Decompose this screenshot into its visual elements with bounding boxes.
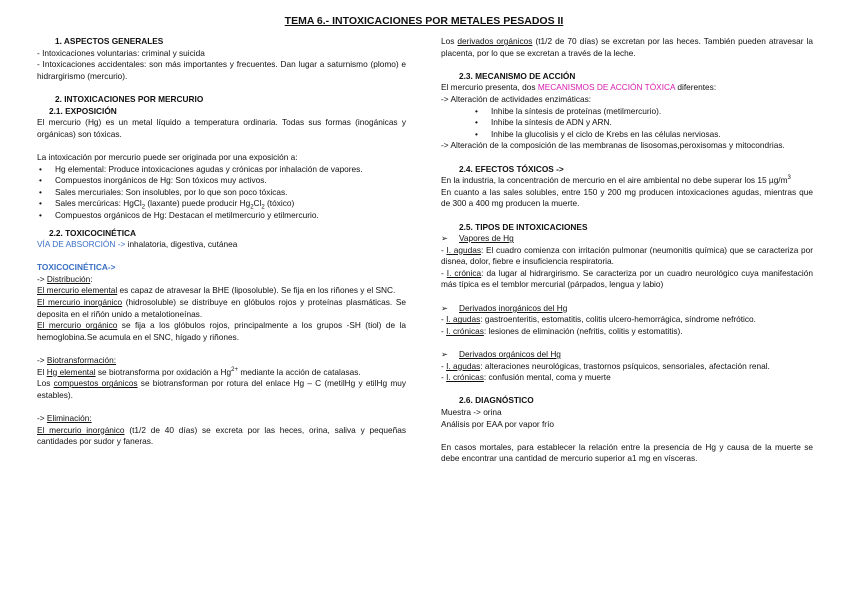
right-column: [441, 36, 813, 465]
paragraph-text: : confusión mental, coma y muerte: [483, 372, 611, 383]
subsection-heading-efectos: 2.4. EFECTOS TÓXICOS ->: [459, 163, 564, 174]
distribucion-label: Distribución: [46, 273, 91, 284]
underlined-term: El mercurio orgánico: [37, 320, 118, 331]
paragraph-text: (hidrosoluble) se distribuye en glóbulos rojos y proteínas plasmáticas. Se deposita en el riñón unido a metalotioneínas.: [37, 297, 406, 319]
text-paragraph: [441, 36, 813, 59]
paragraph-text: : El cuadro comienza con irritación pulmonar (neumonitis química) que se caracteriza por disnea, dolor, fiebre e insuficiencia respiratoria.: [441, 244, 813, 267]
subsection-heading-exposicion: 2.1. EXPOSICIÓN: [49, 105, 117, 116]
left-column: [37, 36, 406, 448]
underlined-term: I. agudas: [446, 360, 481, 371]
list-item: • Inhibe la síntesis de ADN y ARN.: [441, 117, 813, 129]
distribucion-heading: [37, 274, 406, 286]
list-item: • Hg elemental: Produce intoxicaciones agudas y crónicas por inhalación de vapores.: [37, 164, 406, 176]
subsection-heading-tipos: 2.5. TIPOS DE INTOXICACIONES: [459, 221, 588, 232]
page-title: TEMA 6.- INTOXICACIONES POR METALES PESADOS II: [284, 15, 564, 27]
arrow-icon: ➢: [441, 302, 448, 313]
text-paragraph: En cuanto a las sales solubles, entre 150 y 200 mg producen intoxicaciones agudas, mientras que de 300 a 400 mg producen la muerte.: [441, 186, 813, 209]
underlined-term: derivados orgánicos: [457, 36, 533, 46]
superscript: 3: [787, 175, 791, 182]
list-item: • Inhibe la síntesis de proteínas (metilmercurio).: [441, 106, 813, 118]
dash: -: [441, 267, 447, 278]
list-item-text: Sales mercúricas: HgCl: [55, 198, 142, 209]
subscript: 2: [261, 204, 265, 211]
vapores-label: Vapores de Hg: [459, 233, 514, 244]
text-paragraph: [37, 425, 406, 448]
paragraph-text: Los: [441, 36, 458, 46]
underlined-term: compuestos orgánicos: [53, 378, 138, 389]
list-item: • Inhibe la glucolisis y el ciclo de Krebs en las células nerviosas.: [441, 129, 813, 141]
underlined-term: I. crónica: [446, 267, 482, 278]
dash: -: [441, 360, 447, 371]
paragraph-text: : gastroenteritis, estomatitis, colitis ulcero-hemorrágica, síndrome nefrótico.: [480, 314, 756, 325]
organicos-label: Derivados orgánicos del Hg: [459, 349, 561, 360]
subscript: 2: [250, 204, 254, 211]
via-absorcion-line: [37, 239, 406, 251]
text-paragraph: [441, 361, 813, 373]
via-absorcion-text: inhalatoria, digestiva, cutánea: [125, 239, 238, 250]
text-paragraph: [37, 297, 406, 320]
paragraph-text: : lesiones de eliminación (nefritis, colitis y estomatitis).: [483, 325, 683, 336]
biotransformacion-label: Biotransformación:: [46, 355, 117, 366]
paragraph-text: El mercurio presenta, dos: [441, 82, 538, 93]
text-paragraph: - Intoxicaciones accidentales: son más importantes y frecuentes. Dan lugar a saturnismo (plomo) e hidrargirismo (mercurio).: [37, 59, 406, 81]
paragraph-text: mediante la acción de catalasas.: [238, 366, 361, 377]
text-paragraph: [441, 245, 813, 268]
subsection-heading-diagnostico: 2.6. DIAGNÓSTICO: [459, 395, 534, 406]
paragraph-text: se fija a los glóbulos rojos, principalmente a los grupos -SH (tiol) de la hemoglobina.Se acumula en el SNC, hígado y riñones.: [37, 320, 406, 342]
list-item-text: Cl: [253, 198, 262, 209]
eliminacion-label: Eliminación:: [46, 413, 92, 423]
list-item-text: (laxante) puede producir Hg: [145, 198, 251, 209]
subscript: 2: [141, 204, 146, 211]
list-item: [37, 198, 406, 210]
superscript: 2+: [231, 366, 239, 373]
subsection-heading-toxicocinetica: 2.2. TOXICOCINÉTICA: [49, 227, 136, 238]
text-paragraph: [37, 367, 406, 379]
underlined-term: El mercurio inorgánico: [37, 424, 125, 435]
inorganicos-label: Derivados inorgánicos del Hg: [459, 302, 568, 313]
dash: -: [441, 325, 447, 336]
text-paragraph: [441, 314, 813, 326]
arrow-prefix: ->: [37, 355, 47, 366]
arrow-icon: ➢: [441, 349, 448, 360]
paragraph-text: se biotransforman por rotura del enlace Hg – C (metilHg y etilHg muy estables).: [37, 378, 407, 400]
text-paragraph: [441, 326, 813, 338]
text-paragraph: -> Alteración de la composición de las membranas de lisosomas,peroxisomas y mitocondrias.: [441, 140, 785, 151]
toxicocinetica-label: TOXICOCINÉTICA->: [37, 262, 116, 273]
text-paragraph: [37, 378, 406, 401]
dash: -: [441, 314, 447, 325]
text-line: - Intoxicaciones voluntarias: criminal y suicida: [37, 47, 205, 58]
underlined-term: I. crónicas: [446, 325, 484, 336]
text-line: -> Alteración de actividades enzimáticas:: [441, 93, 592, 104]
section-heading-aspectos: 1. ASPECTOS GENERALES: [55, 36, 164, 46]
text-paragraph: [441, 268, 813, 291]
arrow-icon: ➢: [441, 233, 448, 244]
vapores-heading: [441, 233, 813, 245]
underlined-term: I. agudas: [446, 314, 481, 325]
paragraph-text: Los: [37, 378, 54, 389]
paragraph-text: En la industria, la concentración de mercurio en el aire ambiental no debe superar los 15 µg/m: [441, 175, 788, 186]
underlined-term: El mercurio elemental: [37, 285, 118, 296]
arrow-prefix: ->: [37, 273, 47, 284]
list-item-text: (tóxico): [264, 198, 295, 209]
paragraph-text: (t1/2 de 40 días) se excreta por las heces, orina, saliva y pequeñas cantidades por sudor y faneras.: [37, 424, 406, 447]
dash: -: [441, 244, 447, 255]
subsection-heading-mecanismo: 2.3. MECANISMO DE ACCIÓN: [459, 70, 576, 81]
enzymatic-list: [441, 106, 813, 141]
underlined-term: I. crónicas: [446, 372, 484, 383]
text-line: Muestra -> orina: [441, 407, 502, 417]
organicos-heading: [441, 349, 813, 361]
list-item: • Compuestos inorgánicos de Hg: Son tóxicos muy activos.: [37, 175, 406, 187]
paragraph-text: diferentes:: [675, 82, 717, 93]
exposure-list: [37, 164, 406, 222]
section-heading-mercurio: 2. INTOXICACIONES POR MERCURIO: [55, 93, 204, 104]
paragraph-text: : alteraciones neurológicas, trastornos psíquicos, sensoriales, afectación renal.: [480, 360, 770, 371]
text-paragraph: [37, 320, 406, 343]
paragraph-text: El: [37, 366, 47, 377]
underlined-term: El mercurio inorgánico: [37, 297, 123, 308]
colon: :: [90, 273, 93, 284]
paragraph-text: se biotransforma por oxidación a Hg: [95, 366, 232, 377]
inorganicos-heading: [441, 303, 813, 315]
mecanismo-intro: [441, 82, 813, 94]
underlined-term: I. agudas: [446, 244, 481, 255]
text-paragraph: [441, 175, 813, 187]
text-paragraph: [441, 372, 813, 384]
via-absorcion-label: VÍA DE ABSORCIÓN ->: [37, 239, 126, 250]
text-line: Análisis por EAA por vapor frío: [441, 418, 554, 429]
eliminacion-heading: [37, 413, 406, 425]
arrow-prefix: ->: [37, 413, 47, 423]
list-item: • Compuestos orgánicos de Hg: Destacan el metilmercurio y etilmercurio.: [37, 210, 406, 222]
text-paragraph: En casos mortales, para establecer la relación entre la presencia de Hg y causa de la muerte se debe encontrar una cantidad de mercurio superior a1 mg en vísceras.: [441, 441, 813, 464]
text-paragraph: El mercurio (Hg) es un metal líquido a temperatura ordinaria. Todas sus formas (inogánicas y orgánicas) son tóxicas.: [37, 117, 406, 139]
paragraph-text: (t1/2 de 70 días) se excretan por las heces. También pueden atravesar la placenta, por lo que se excretan a través de la leche.: [441, 36, 813, 58]
text-paragraph: [37, 285, 406, 297]
highlighted-term: MECANISMOS DE ACCIÓN TÓXICA: [537, 82, 676, 93]
text-line: La intoxicación por mercurio puede ser originada por una exposición a:: [37, 151, 298, 162]
underlined-term: Hg elemental: [46, 366, 96, 377]
paragraph-text: es capaz de atravesar la BHE (liposoluble). Se fija en los riñones y el SNC.: [117, 285, 396, 296]
list-item: • Sales mercuriales: Son insolubles, por lo que son poco tóxicas.: [37, 187, 406, 199]
paragraph-text: : da lugar al hidrargirismo. Se caracteriza por un cuadro neurológico cuya manifestación más típica es el temblor mercurial (párpados, lengua y labio): [441, 267, 813, 290]
biotransformacion-heading: [37, 355, 406, 367]
dash: -: [441, 372, 447, 383]
